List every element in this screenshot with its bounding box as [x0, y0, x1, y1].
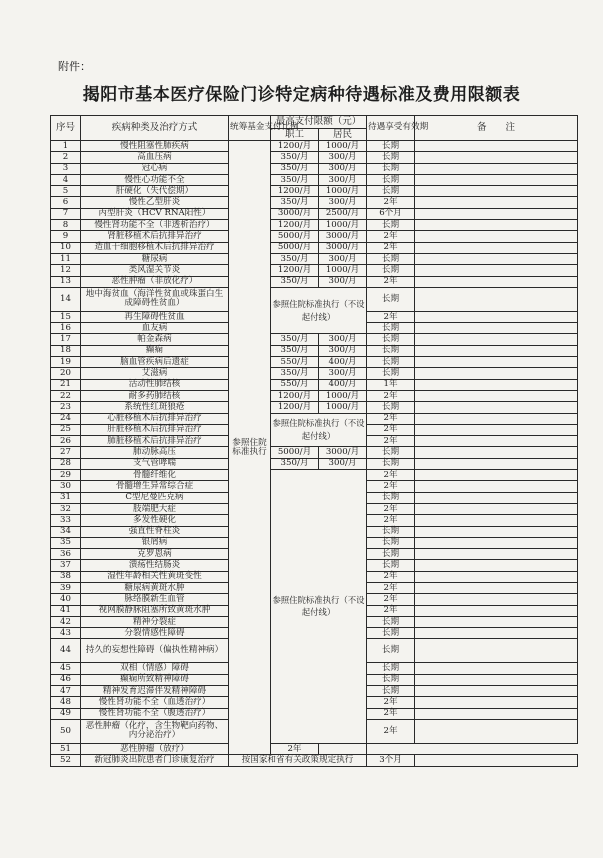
period-cell: 2年: [367, 470, 415, 481]
period-cell: 2年: [367, 276, 415, 287]
period-cell: 2年: [367, 594, 415, 605]
remark-cell: [415, 253, 578, 264]
worker-limit: 350/月: [271, 197, 319, 208]
disease-name: 帕金森病: [81, 334, 229, 345]
remark-cell: [415, 537, 578, 548]
row-number: 33: [51, 515, 81, 526]
period-cell: 长期: [367, 163, 415, 174]
row-number: 39: [51, 582, 81, 593]
remark-cell: [319, 743, 367, 754]
row-number: 46: [51, 674, 81, 685]
remark-cell: [415, 231, 578, 242]
disease-name: 溃疡性结肠炎: [81, 560, 229, 571]
period-cell: 2年: [367, 413, 415, 424]
disease-name: 肢端肥大症: [81, 503, 229, 514]
period-cell: 2年: [367, 197, 415, 208]
row-number: 10: [51, 242, 81, 253]
row-number: 18: [51, 345, 81, 356]
table-row: [51, 345, 578, 356]
period-cell: 2年: [367, 515, 415, 526]
resident-limit: 400/月: [319, 357, 367, 368]
worker-limit: 350/月: [271, 174, 319, 185]
worker-limit: 1200/月: [271, 402, 319, 413]
resident-limit: 300/月: [319, 163, 367, 174]
disease-name: 骨髓纤维化: [81, 470, 229, 481]
worker-limit: 5000/月: [271, 447, 319, 458]
disease-name: C型尼曼匹克病: [81, 492, 229, 503]
period-cell: 长期: [367, 141, 415, 152]
table-row: [51, 174, 578, 185]
resident-limit: 2500/月: [319, 208, 367, 219]
header-resident: 居民: [319, 129, 367, 141]
resident-limit: 3000/月: [319, 242, 367, 253]
period-cell: 长期: [367, 560, 415, 571]
row-number: 8: [51, 220, 81, 231]
row-number: 48: [51, 697, 81, 708]
remark-cell: [415, 163, 578, 174]
disease-name: 血友病: [81, 323, 229, 334]
disease-name: 脑血管疾病后遗症: [81, 357, 229, 368]
table-row: [51, 755, 578, 766]
disease-name: 造血干细胞移植术后抗排异治疗: [81, 242, 229, 253]
disease-name: 视网膜静脉阻塞所致黄斑水肿: [81, 605, 229, 616]
row-number: 23: [51, 402, 81, 413]
period-cell: 长期: [367, 287, 415, 311]
disease-name: 再生障碍性贫血: [81, 311, 229, 322]
header-ratio: 统筹基金支付比例: [229, 116, 271, 141]
row-number: 14: [51, 287, 81, 311]
worker-limit: 350/月: [271, 253, 319, 264]
worker-limit: 350/月: [271, 276, 319, 287]
row-number: 41: [51, 605, 81, 616]
resident-limit: 1000/月: [319, 141, 367, 152]
row-number: 26: [51, 436, 81, 447]
worker-limit: 1200/月: [271, 141, 319, 152]
remark-cell: [415, 560, 578, 571]
period-cell: 长期: [367, 549, 415, 560]
table-row: [51, 197, 578, 208]
resident-limit: 300/月: [319, 253, 367, 264]
remark-cell: [415, 390, 578, 401]
period-cell: 2年: [367, 605, 415, 616]
disease-name: 心脏移植术后抗排异治疗: [81, 413, 229, 424]
remark-cell: [415, 616, 578, 627]
period-cell: 2年: [367, 436, 415, 447]
resident-limit: 400/月: [319, 379, 367, 390]
disease-name: 慢性阻塞性肺疾病: [81, 141, 229, 152]
disease-name: 糖尿病黄斑水肿: [81, 582, 229, 593]
disease-name: 类风湿关节炎: [81, 265, 229, 276]
period-cell: 2年: [367, 424, 415, 435]
table-row: [51, 220, 578, 231]
remark-cell: [415, 503, 578, 514]
period-cell: 3个月: [367, 755, 415, 766]
remark-cell: [415, 755, 578, 766]
disease-name: 多发性硬化: [81, 515, 229, 526]
disease-name: 地中海贫血（海洋性贫血或珠蛋白生成障碍性贫血）: [81, 287, 229, 311]
table-row: [51, 242, 578, 253]
resident-limit: 300/月: [319, 152, 367, 163]
period-cell: 长期: [367, 368, 415, 379]
period-cell: 长期: [367, 447, 415, 458]
period-cell: 长期: [367, 526, 415, 537]
worker-limit: 350/月: [271, 152, 319, 163]
table-row: [51, 163, 578, 174]
header-disease: 疾病种类及治疗方式: [81, 116, 229, 141]
worker-limit: 3000/月: [271, 208, 319, 219]
table-row: [51, 357, 578, 368]
remark-cell: [415, 708, 578, 719]
remark-cell: [415, 276, 578, 287]
remark-cell: [415, 311, 578, 322]
period-cell: 长期: [367, 537, 415, 548]
remark-cell: [415, 208, 578, 219]
period-cell: 2年: [367, 231, 415, 242]
remark-cell: [415, 639, 578, 663]
row-number: 50: [51, 719, 81, 743]
disease-name: 强直性脊柱炎: [81, 526, 229, 537]
row-number: 12: [51, 265, 81, 276]
table-row: [51, 276, 578, 287]
period-cell: 2年: [367, 697, 415, 708]
table-row: [51, 152, 578, 163]
limit-note-cell: 参照住院标准执行（不设起付线）: [271, 287, 367, 334]
disease-name: 慢性乙型肝炎: [81, 197, 229, 208]
remark-cell: [415, 220, 578, 231]
row-number: 21: [51, 379, 81, 390]
period-cell: 长期: [367, 253, 415, 264]
header-period: 待遇享受有效期: [367, 116, 415, 141]
remark-cell: [415, 402, 578, 413]
row-number: 11: [51, 253, 81, 264]
table-row: [51, 334, 578, 345]
period-cell: 长期: [367, 345, 415, 356]
row-number: 51: [51, 743, 81, 754]
disease-name: 肝硬化（失代偿期）: [81, 186, 229, 197]
disease-name: 恶性肿瘤（化疗，含生物靶向药物、内分泌治疗）: [81, 719, 229, 743]
row-number: 22: [51, 390, 81, 401]
resident-limit: 1000/月: [319, 265, 367, 276]
period-cell: 长期: [367, 492, 415, 503]
period-cell: 长期: [367, 639, 415, 663]
period-cell: 2年: [367, 390, 415, 401]
remark-cell: [415, 686, 578, 697]
table-row: [51, 447, 578, 458]
limit-table: [50, 115, 578, 767]
table-body: [51, 141, 578, 767]
remark-cell: [415, 152, 578, 163]
disease-name: 糖尿病: [81, 253, 229, 264]
remark-cell: [415, 413, 578, 424]
period-cell: 长期: [367, 220, 415, 231]
disease-name: 脉络膜新生血管: [81, 594, 229, 605]
worker-limit: 350/月: [271, 163, 319, 174]
table-row: [51, 470, 578, 481]
worker-limit: 550/月: [271, 379, 319, 390]
disease-name: 艾滋病: [81, 368, 229, 379]
table-row: [51, 379, 578, 390]
remark-cell: [415, 515, 578, 526]
row-number: 37: [51, 560, 81, 571]
disease-name: 恶性肿瘤（非放化疗）: [81, 276, 229, 287]
period-cell: 6个月: [367, 208, 415, 219]
disease-name: 慢性心功能不全: [81, 174, 229, 185]
period-cell: 2年: [367, 503, 415, 514]
row-number: 4: [51, 174, 81, 185]
period-cell: 长期: [367, 628, 415, 639]
ratio-policy-cell: 按国家和省有关政策规定执行: [229, 755, 367, 766]
remark-cell: [415, 481, 578, 492]
remark-cell: [415, 571, 578, 582]
resident-limit: 300/月: [319, 276, 367, 287]
resident-limit: 300/月: [319, 368, 367, 379]
disease-name: 癫痫: [81, 345, 229, 356]
remark-cell: [415, 594, 578, 605]
worker-limit: 350/月: [271, 458, 319, 469]
disease-name: 骨髓增生异常综合症: [81, 481, 229, 492]
row-number: 27: [51, 447, 81, 458]
period-cell: 长期: [367, 402, 415, 413]
worker-limit: 1200/月: [271, 390, 319, 401]
remark-cell: [415, 242, 578, 253]
period-cell: 长期: [367, 663, 415, 674]
worker-limit: 550/月: [271, 357, 319, 368]
row-number: 13: [51, 276, 81, 287]
period-cell: 2年: [271, 743, 319, 754]
table-row: [51, 231, 578, 242]
header-max-limit: 最高支付限额（元）: [271, 116, 367, 129]
remark-cell: [415, 549, 578, 560]
remark-cell: [415, 334, 578, 345]
row-number: 24: [51, 413, 81, 424]
remark-cell: [415, 186, 578, 197]
row-number: 30: [51, 481, 81, 492]
remark-cell: [415, 674, 578, 685]
row-number: 1: [51, 141, 81, 152]
row-number: 29: [51, 470, 81, 481]
disease-name: 支气管哮喘: [81, 458, 229, 469]
period-cell: 长期: [367, 357, 415, 368]
row-number: 42: [51, 616, 81, 627]
period-cell: 长期: [367, 458, 415, 469]
row-number: 9: [51, 231, 81, 242]
row-number: 34: [51, 526, 81, 537]
period-cell: 2年: [367, 571, 415, 582]
remark-cell: [415, 697, 578, 708]
row-number: 19: [51, 357, 81, 368]
remark-cell: [415, 470, 578, 481]
table-row: [51, 743, 578, 754]
resident-limit: 300/月: [319, 197, 367, 208]
worker-limit: 350/月: [271, 345, 319, 356]
period-cell: 长期: [367, 152, 415, 163]
remark-cell: [415, 357, 578, 368]
disease-name: 肝脏移植术后抗排异治疗: [81, 424, 229, 435]
resident-limit: 1000/月: [319, 402, 367, 413]
row-number: 38: [51, 571, 81, 582]
period-cell: 2年: [367, 311, 415, 322]
disease-name: 恶性肿瘤（放疗）: [81, 743, 229, 754]
disease-name: 慢性肾功能不全（腹透治疗）: [81, 708, 229, 719]
period-cell: 长期: [367, 323, 415, 334]
disease-name: 慢性肾功能不全（血透治疗）: [81, 697, 229, 708]
disease-name: 精神分裂症: [81, 616, 229, 627]
disease-name: 银屑病: [81, 537, 229, 548]
period-cell: 2年: [367, 708, 415, 719]
worker-limit: 350/月: [271, 368, 319, 379]
period-cell: 长期: [367, 616, 415, 627]
table-row: [51, 253, 578, 264]
remark-cell: [415, 265, 578, 276]
attachment-label: 附件：: [58, 60, 91, 73]
page-title: 揭阳市基本医疗保险门诊特定病种待遇标准及费用限额表: [82, 85, 521, 105]
remark-cell: [415, 447, 578, 458]
row-number: 3: [51, 163, 81, 174]
row-number: 28: [51, 458, 81, 469]
period-cell: 长期: [367, 334, 415, 345]
period-cell: 2年: [367, 719, 415, 743]
limit-note-cell: 参照住院标准执行（不设起付线）: [271, 470, 367, 744]
row-number: 44: [51, 639, 81, 663]
table-row: [51, 141, 578, 152]
row-number: 5: [51, 186, 81, 197]
remark-cell: [415, 582, 578, 593]
disease-name: 肺动脉高压: [81, 447, 229, 458]
row-number: 2: [51, 152, 81, 163]
table-row: [51, 402, 578, 413]
worker-limit: 1200/月: [271, 186, 319, 197]
worker-limit: 1200/月: [271, 265, 319, 276]
period-cell: 2年: [367, 582, 415, 593]
disease-name: 肾脏移植术后抗排异治疗: [81, 231, 229, 242]
table-row: [51, 390, 578, 401]
resident-limit: 1000/月: [319, 390, 367, 401]
remark-cell: [415, 197, 578, 208]
remark-cell: [415, 345, 578, 356]
row-number: 40: [51, 594, 81, 605]
table-row: [51, 186, 578, 197]
resident-limit: 300/月: [319, 174, 367, 185]
disease-name: 湿性年龄相关性黄斑变性: [81, 571, 229, 582]
row-number: 31: [51, 492, 81, 503]
row-number: 25: [51, 424, 81, 435]
row-number: 45: [51, 663, 81, 674]
remark-cell: [415, 605, 578, 616]
period-cell: 长期: [367, 265, 415, 276]
worker-limit: 1200/月: [271, 220, 319, 231]
disease-name: 分裂情感性障碍: [81, 628, 229, 639]
row-number: 15: [51, 311, 81, 322]
disease-name: 克罗恩病: [81, 549, 229, 560]
remark-cell: [415, 379, 578, 390]
row-number: 17: [51, 334, 81, 345]
remark-cell: [415, 492, 578, 503]
row-number: 16: [51, 323, 81, 334]
resident-limit: 3000/月: [319, 447, 367, 458]
ratio-merged-cell: 参照住院标准执行: [229, 141, 271, 755]
row-number: 36: [51, 549, 81, 560]
disease-name: 慢性肾功能不全（非透析治疗）: [81, 220, 229, 231]
header-remark: 备 注: [415, 116, 578, 141]
table-row: [51, 208, 578, 219]
period-cell: 长期: [367, 174, 415, 185]
table-row: [51, 413, 578, 424]
remark-cell: [415, 141, 578, 152]
disease-name: 肺脏移植术后抗排异治疗: [81, 436, 229, 447]
row-number: 52: [51, 755, 81, 766]
worker-limit: 5000/月: [271, 242, 319, 253]
remark-cell: [415, 628, 578, 639]
resident-limit: 3000/月: [319, 231, 367, 242]
period-cell: 2年: [367, 481, 415, 492]
disease-name: 丙型肝炎（HCV RNA阳性）: [81, 208, 229, 219]
disease-name: 新冠肺炎出院患者门诊康复治疗: [81, 755, 229, 766]
disease-name: 耐多药肺结核: [81, 390, 229, 401]
row-number: 47: [51, 686, 81, 697]
remark-cell: [415, 719, 578, 743]
disease-name: 系统性红斑狼疮: [81, 402, 229, 413]
row-number: 35: [51, 537, 81, 548]
disease-name: 冠心病: [81, 163, 229, 174]
remark-cell: [415, 458, 578, 469]
row-number: 7: [51, 208, 81, 219]
header-seq: 序号: [51, 116, 81, 141]
resident-limit: 300/月: [319, 458, 367, 469]
table-row: [51, 265, 578, 276]
limit-note-cell: 参照住院标准执行（不设起付线）: [271, 413, 367, 447]
remark-cell: [415, 663, 578, 674]
remark-cell: [415, 424, 578, 435]
resident-limit: 1000/月: [319, 220, 367, 231]
remark-cell: [415, 526, 578, 537]
remark-cell: [415, 436, 578, 447]
remark-cell: [415, 368, 578, 379]
period-cell: 2年: [367, 242, 415, 253]
resident-limit: 1000/月: [319, 186, 367, 197]
worker-limit: 5000/月: [271, 231, 319, 242]
disease-name: 双相（情感）障碍: [81, 663, 229, 674]
row-number: 6: [51, 197, 81, 208]
resident-limit: 300/月: [319, 345, 367, 356]
row-number: 20: [51, 368, 81, 379]
period-cell: 长期: [367, 186, 415, 197]
row-number: 43: [51, 628, 81, 639]
disease-name: 持久的妄想性障碍（偏执性精神病）: [81, 639, 229, 663]
period-cell: 长期: [367, 686, 415, 697]
table-row: [51, 287, 578, 311]
disease-name: 活动性肺结核: [81, 379, 229, 390]
worker-limit: 350/月: [271, 334, 319, 345]
disease-name: 精神发育迟滞伴发精神障碍: [81, 686, 229, 697]
table-row: [51, 368, 578, 379]
period-cell: 1年: [367, 379, 415, 390]
table-row: [51, 458, 578, 469]
row-number: 49: [51, 708, 81, 719]
remark-cell: [415, 323, 578, 334]
row-number: 32: [51, 503, 81, 514]
remark-cell: [415, 287, 578, 311]
period-cell: 长期: [367, 674, 415, 685]
header-worker: 职工: [271, 129, 319, 141]
remark-cell: [415, 174, 578, 185]
disease-name: 高血压病: [81, 152, 229, 163]
resident-limit: 300/月: [319, 334, 367, 345]
disease-name: 癫痫所致精神障碍: [81, 674, 229, 685]
